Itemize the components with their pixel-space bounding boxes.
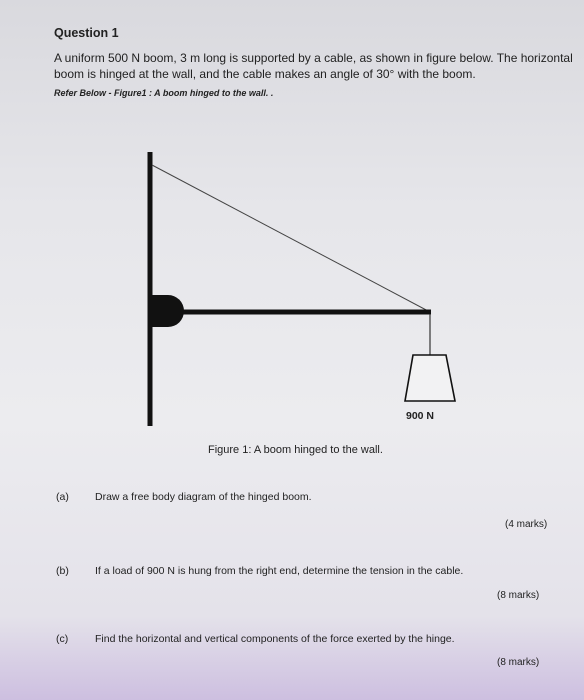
load-weight xyxy=(405,355,455,401)
part-c-text: Find the horizontal and vertical components of the force exerted by the hinge. xyxy=(95,633,455,645)
cable xyxy=(152,165,430,312)
question-title: Question 1 xyxy=(54,26,119,40)
part-c-marks: (8 marks) xyxy=(497,657,540,668)
part-a-text: Draw a free body diagram of the hinged boom. xyxy=(95,491,312,503)
load-label: 900 N xyxy=(406,410,435,422)
part-a-marks: (4 marks) xyxy=(505,519,548,530)
figure-caption: Figure 1: A boom hinged to the wall. xyxy=(208,444,383,456)
part-a-label: (a) xyxy=(56,491,69,503)
part-c-label: (c) xyxy=(56,633,69,645)
figure-reference-note: Refer Below - Figure1 : A boom hinged to the wall. . xyxy=(54,88,274,98)
part-b-label: (b) xyxy=(56,565,69,577)
part-b-text: If a load of 900 N is hung from the right end, determine the tension in the cable. xyxy=(95,565,464,577)
question-intro: A uniform 500 N boom, 3 m long is supported by a cable, as shown in figure below. The horizontal boom is hinged at the wall, and the cable makes an angle of 30° with the boom. xyxy=(54,51,573,81)
part-b-marks: (8 marks) xyxy=(497,590,540,601)
